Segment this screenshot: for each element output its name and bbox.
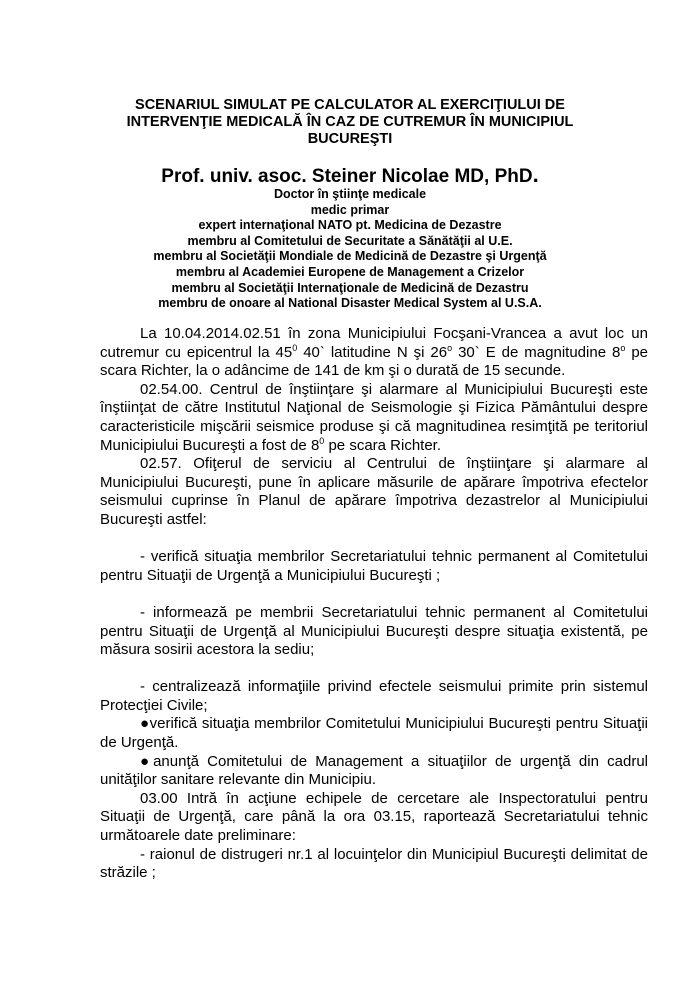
author-name-dot: . [532, 162, 539, 187]
text-run: 40` latitudine N şi 26 [297, 343, 448, 361]
paragraph-intervention-teams: 03.00 Intră în acţiune echipele de cercetare ale Inspectoratului pentru Situaţii de Urgenţă, care până la ora 03.15, raportează Secretariatului tehnic următoarele date preliminare: [100, 789, 648, 845]
superscript-degree: 0 [292, 342, 298, 353]
text-run: La 10.04.2014.02.51 în zona Municipiului Focşani-Vrancea a avut loc un cutremur cu epicentrul la 45 [100, 325, 648, 361]
credential-line: membru de onoare al National Disaster Medical System al U.S.A. [158, 296, 542, 311]
text-run: 30` E de magnitudine 8 [452, 343, 621, 361]
list-item-dash: - verifică situaţia membrilor Secretariatului tehnic permanent al Comitetului pentru Situaţii de Urgenţă a Municipiului Bucureşti ; [100, 548, 648, 584]
superscript-degree: 0 [319, 435, 325, 446]
credential-line: membru al Societăţii Mondiale de Medicină de Dezastre şi Urgenţă [153, 249, 547, 264]
title-line-2: INTERVENŢIE MEDICALĂ ÎN CAZ DE CUTREMUR ÎN MUNICIPIUL [126, 114, 574, 130]
text-run: pe scara Richter. [324, 436, 442, 454]
credential-line: membru al Societăţii Internaţionale de Medicină de Dezastru [171, 280, 529, 295]
author-name [80, 164, 620, 188]
text-run: anunţă Comitetului de Management a situaţiilor de urgenţă din cadrul unităţilor sanitare relevante din Municipiu. [100, 752, 648, 789]
paragraph-alert-center [100, 381, 648, 455]
title-line-1: SCENARIUL SIMULAT PE CALCULATOR AL EXERCIŢIULUI DE [135, 97, 565, 113]
credential-line: Doctor în ştiinţe medicale [273, 187, 427, 201]
text-run: 02.54.00. Centrul de înştiinţare şi alarmare al Municipiului Bucureşti este înştiinţat de către Institutul Naţional de Seismologie şi Fizica Pământului despre caracteristicile mişcării seismice produse şi că magnitudinea resimţită pe teritoriul Municipiului Bucureşti a fost de 8 [100, 380, 648, 454]
list-item-bullet [100, 715, 648, 752]
credential-line: membru al Comitetului de Securitate a Sănătăţii al U.E. [187, 233, 513, 248]
text-run: verifică situaţia membrilor Comitetului Municipiului Bucureşti pentru Situaţii de Urgenţă. [100, 715, 648, 752]
bullet-icon: ● [140, 715, 150, 733]
document-title [80, 97, 620, 148]
author-credentials [80, 187, 620, 312]
list-item-dash: - informează pe membrii Secretariatului tehnic permanent al Comitetului pentru Situaţii de Urgenţă al Municipiului Bucureşti despre situaţia existentă, pe măsura sosirii acestora la sediu; [100, 603, 648, 659]
author-name-text: Prof. univ. asoc. Steiner Nicolae MD, PhD [161, 166, 533, 187]
list-item-dash: - centralizează informaţiile privind efectele seismului primite prin sistemul Protecţiei Civile; [100, 678, 648, 714]
superscript-degree: o [620, 342, 626, 353]
list-item-dash: - raionul de distrugeri nr.1 al locuinţelor din Municipiul Bucureşti delimitat de străzile ; [100, 845, 648, 882]
bullet-icon: ● [140, 752, 154, 770]
credential-line: membru al Academiei Europene de Management a Crizelor [175, 264, 525, 279]
document-body [100, 325, 648, 883]
text-run: pe scara Richter, la o adâncime de 141 de km şi o durată de 15 secunde. [100, 343, 648, 380]
superscript-degree: o [447, 342, 453, 353]
paragraph-duty-officer: 02.57. Ofiţerul de serviciu al Centrului de înştiinţare şi alarmare al Municipiului Bucureşti, pune în aplicare măsurile de apărare împotriva efectelor seismului cuprinse în Planul de apărare împotriva dezastrelor al Municipiului Bucureşti astfel: [100, 455, 648, 528]
list-item-bullet [100, 753, 648, 790]
credential-line: medic primar [310, 202, 390, 217]
credential-line: expert internaţional NATO pt. Medicina de Dezastre [198, 218, 502, 233]
title-line-3: BUCUREŞTI [307, 131, 393, 147]
paragraph-earthquake-event [100, 325, 648, 381]
